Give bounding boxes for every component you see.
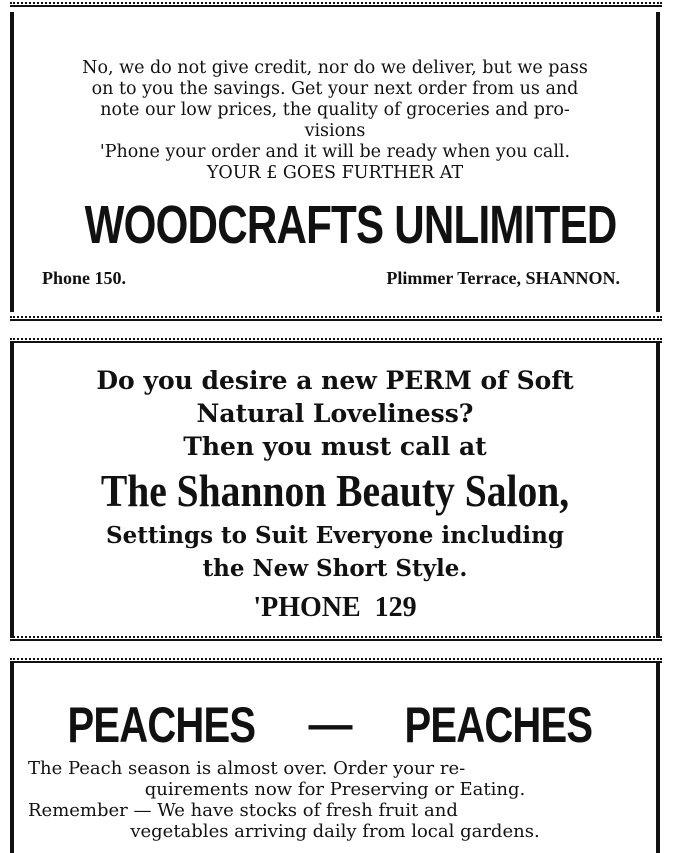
- advert-line: the New Short Style.: [202, 555, 468, 582]
- advert-address: Plimmer Terrace, SHANNON.: [386, 268, 620, 288]
- advert-line: Then you must call at: [183, 432, 487, 461]
- advert-title-left: PEACHES: [67, 697, 256, 753]
- advert-tagline: YOUR £ GOES FURTHER AT: [206, 163, 464, 183]
- border-rule: [10, 636, 662, 641]
- advert-line: Do you desire a new PERM of Soft: [96, 366, 574, 395]
- advert-title: WOODCRAFTS UNLIMITED: [84, 195, 617, 255]
- advert-body-line: Remember — We have stocks of fresh fruit and: [28, 800, 458, 821]
- border-rule: [10, 316, 662, 321]
- advert-title-dash: —: [308, 700, 352, 749]
- advert-body-line: 'Phone your order and it will be ready when you call.: [99, 142, 571, 162]
- advert-body-line: No, we do not give credit, nor do we deliver, but we pass: [82, 58, 588, 78]
- advert-line: Settings to Suit Everyone including: [106, 522, 564, 549]
- advert-body-line: vegetables arriving daily from local gardens.: [130, 821, 540, 842]
- advert-woodcrafts: [10, 12, 660, 312]
- advert-title: The Shannon Beauty Salon,: [100, 465, 570, 516]
- advert-phone: Phone 150.: [42, 268, 127, 288]
- advert-beauty-salon: [10, 342, 660, 638]
- advert-body-line: on to you the savings. Get your next order from us and: [91, 79, 579, 99]
- advert-title-right: PEACHES: [404, 697, 593, 753]
- border-rule-top: [10, 2, 662, 7]
- advert-body-line: note our low prices, the quality of groceries and pro-: [100, 100, 570, 120]
- advert-phone: 'PHONE 129: [253, 592, 417, 623]
- advert-line: Natural Loveliness?: [196, 399, 474, 428]
- advert-body-line: visions: [304, 121, 366, 141]
- advert-peaches: [10, 662, 660, 853]
- advert-body-line: The Peach season is almost over. Order your re-: [28, 758, 466, 779]
- advert-body-line: quirements now for Preserving or Eating.: [144, 779, 526, 800]
